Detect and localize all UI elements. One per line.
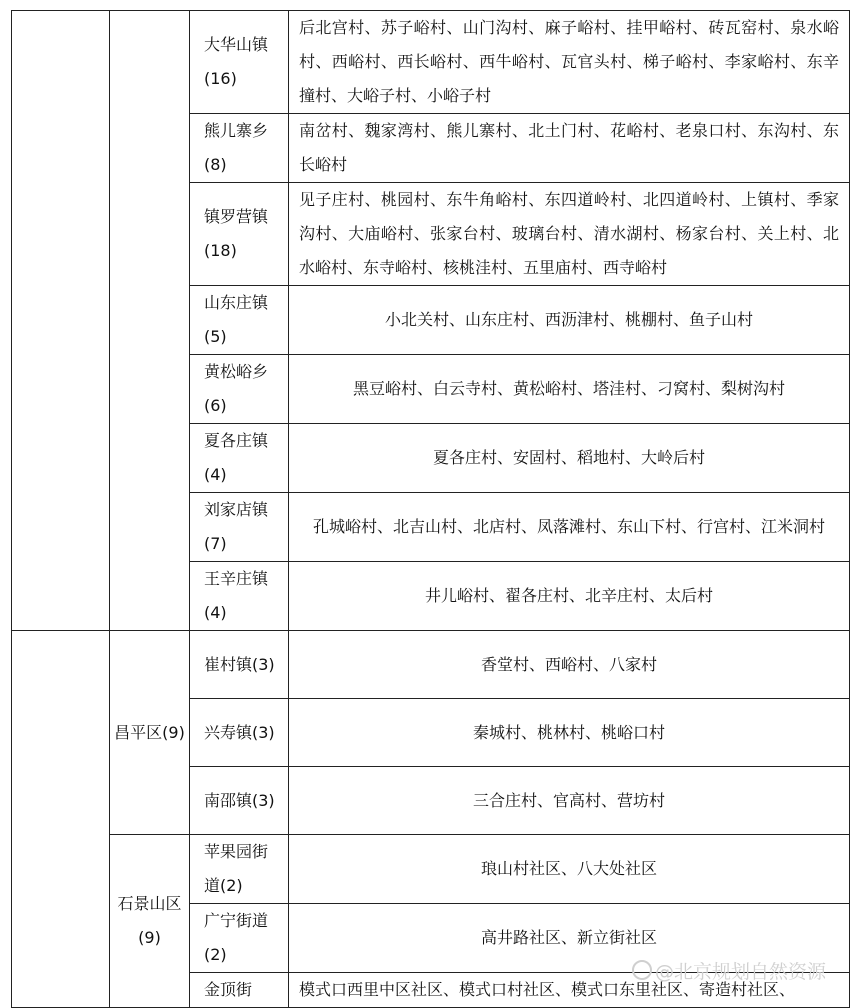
villages-cell: 见子庄村、桃园村、东牛角峪村、东四道岭村、北四道岭村、上镇村、季家沟村、大庙峪村、张家台村、玻璃台村、清水湖村、杨家台村、关上村、北水峪村、东寺峪村、核桃洼村、五里庙村、西寺峪村 [289,183,850,286]
district-cell: 昌平区(9) [110,631,190,835]
town-cell: 王辛庄镇(4) [190,562,289,631]
villages-cell: 高井路社区、新立街社区 [289,904,850,973]
villages-cell: 小北关村、山东庄村、西沥津村、桃棚村、鱼子山村 [289,286,850,355]
villages-cell: 南岔村、魏家湾村、熊儿寨村、北土门村、花峪村、老泉口村、东沟村、东长峪村 [289,114,850,183]
town-cell: 大华山镇(16) [190,11,289,114]
town-cell: 兴寿镇(3) [190,699,289,767]
town-cell: 熊儿寨乡(8) [190,114,289,183]
town-cell: 崔村镇(3) [190,631,289,699]
town-cell: 广宁街道(2) [190,904,289,973]
villages-cell: 夏各庄村、安固村、稻地村、大岭后村 [289,424,850,493]
villages-cell: 后北宫村、苏子峪村、山门沟村、麻子峪村、挂甲峪村、砖瓦窑村、泉水峪村、西峪村、西长峪村、西牛峪村、瓦官头村、梯子峪村、李家峪村、东辛撞村、大峪子村、小峪子村 [289,11,850,114]
town-cell: 金顶街 [190,973,289,1008]
villages-cell: 琅山村社区、八大处社区 [289,835,850,904]
villages-cell: 孔城峪村、北吉山村、北店村、凤落滩村、东山下村、行宫村、江米洞村 [289,493,850,562]
town-cell: 刘家店镇(7) [190,493,289,562]
town-cell: 南邵镇(3) [190,767,289,835]
district-cell: 石景山区(9) [110,835,190,1008]
town-cell: 苹果园街道(2) [190,835,289,904]
villages-cell: 井儿峪村、翟各庄村、北辛庄村、太后村 [289,562,850,631]
district-cell [110,11,190,631]
blank-left-cell [12,631,110,1008]
blank-left-cell [12,11,110,631]
town-cell: 山东庄镇(5) [190,286,289,355]
villages-cell: 香堂村、西峪村、八家村 [289,631,850,699]
villages-cell: 秦城村、桃林村、桃峪口村 [289,699,850,767]
town-cell: 夏各庄镇(4) [190,424,289,493]
village-table [11,10,850,1008]
villages-cell: 模式口西里中区社区、模式口村社区、模式口东里社区、寄造村社区、 [289,973,850,1008]
town-cell: 黄松峪乡(6) [190,355,289,424]
villages-cell: 黑豆峪村、白云寺村、黄松峪村、塔洼村、刁窝村、梨树沟村 [289,355,850,424]
watermark-text: @北京规划自然资源 [655,961,827,983]
villages-cell: 三合庄村、官高村、营坊村 [289,767,850,835]
town-cell: 镇罗营镇(18) [190,183,289,286]
